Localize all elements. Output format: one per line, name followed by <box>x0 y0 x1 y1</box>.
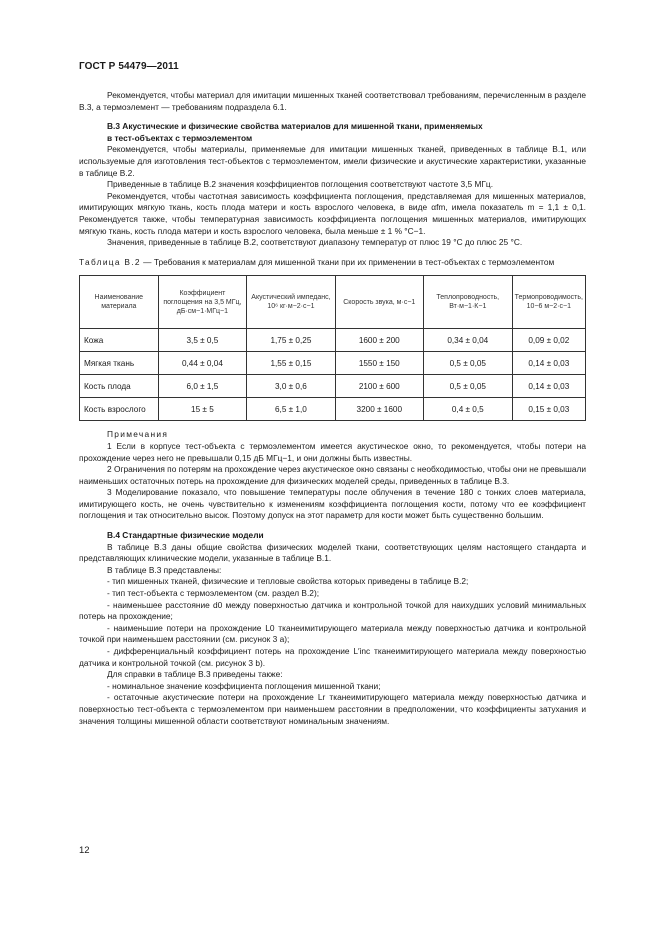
list-item: - дифференциальный коэффициент потерь на прохождение L′inc тканеимитирующего материала между поверхностью датчика и контрольной точкой (см. рисунок 3 b). <box>79 646 586 668</box>
table-cell: 3,5 ± 0,5 <box>158 329 247 352</box>
table-cell: 1,75 ± 0,25 <box>247 329 335 352</box>
table-cell: 0,34 ± 0,04 <box>423 329 512 352</box>
table-cell: 3,0 ± 0,6 <box>247 375 335 398</box>
notes-title: Примечания <box>107 429 169 440</box>
table-cell: 0,4 ± 0,5 <box>423 398 512 421</box>
document-header: ГОСТ Р 54479—2011 <box>79 61 179 72</box>
table-cell: 1,55 ± 0,15 <box>247 352 335 375</box>
table-header-row <box>80 276 586 329</box>
table-cell: Кожа <box>80 329 159 352</box>
table-cell: 0,44 ± 0,04 <box>158 352 247 375</box>
table-row <box>80 375 586 398</box>
section-b3-heading-line2: в тест-объектах с термоэлементом <box>107 132 253 143</box>
table-row <box>80 352 586 375</box>
table-cell: 0,5 ± 0,05 <box>423 352 512 375</box>
table-header-cell: Термопроводимость, 10−6 м−2·с−1 <box>512 276 585 329</box>
table-caption-label: Таблица В.2 <box>79 256 141 267</box>
section-b3-heading-line1: В.3 Акустические и физические свойства материалов для мишенной ткани, применяемых <box>107 121 483 132</box>
table-cell: Мягкая ткань <box>80 352 159 375</box>
table-cell: 3200 ± 1600 <box>335 398 423 421</box>
table-header-cell: Наименование материала <box>80 276 159 329</box>
table-header-cell: Скорость звука, м·с−1 <box>335 276 423 329</box>
table-cell: 1600 ± 200 <box>335 329 423 352</box>
list-item: - остаточные акустические потери на прохождение Lr тканеимитирующего материала между поверхностью датчика и поверхностью тест-объекта с термоэлементом при наименьшем расстоянии в предположении, что коэффициенты затухания и значения толщины мишенной области соответствуют номинальным значениям. <box>79 692 586 726</box>
table-cell: 1550 ± 150 <box>335 352 423 375</box>
section-b3-paragraph-3: Рекомендуется, чтобы частотная зависимость коэффициента поглощения, представляемая для мишенных материалов, имитирующих мягкую ткань, кость плода матери и кость взрослого человека, в виде αfm, имела показатель m = 1,1 ± 0,1. Рекомендуется также, чтобы температурная зависимость коэффициента поглощения мишенных материалов, имитирующих мягкую ткань, кость плода матери и кость взрослого человека, была меньше ± 1 % °С−1. <box>79 190 586 236</box>
section-b4-paragraph-1: В таблице В.3 даны общие свойства физических моделей ткани, соответствующих целям настоящего стандарта и представляющих клинические модели, указанные в таблице В.1. <box>79 541 586 564</box>
table-cell: 2100 ± 600 <box>335 375 423 398</box>
table-row <box>80 329 586 352</box>
document-body <box>79 90 586 727</box>
list-item: - тип тест-объекта с термоэлементом (см. раздел В.2); <box>107 588 320 599</box>
table-cell: 0,15 ± 0,03 <box>512 398 585 421</box>
table-row <box>80 398 586 421</box>
table-header-cell: Теплопроводность, Вт·м−1·К−1 <box>423 276 512 329</box>
section-b4-heading: В.4 Стандартные физические модели <box>107 530 264 541</box>
table-header-cell: Коэффициент поглощения на 3,5 МГц, дБ·см−1·МГц−1 <box>158 276 247 329</box>
table-cell: 0,09 ± 0,02 <box>512 329 585 352</box>
table-cell: 6,0 ± 1,5 <box>158 375 247 398</box>
table-cell: Кость плода <box>80 375 159 398</box>
section-b3-paragraph-1: Рекомендуется, чтобы материалы, применяемые для имитации мишенных тканей, приведенных в таблице В.1, или используемые для изготовления тест-объектов с термоэлементом, имели физические и акустические характеристики, указанные в таблице В.2. <box>79 144 586 178</box>
section-b3-paragraph-4: Значения, приведенные в таблице В.2, соответствуют диапазону температур от плюс 19 °С до плюс 25 °С. <box>107 237 523 248</box>
note-2: 2 Ограничения по потерям на прохождение через акустическое окно связаны с необходимостью, чтобы они не превышали наименьших остаточных потерь на прохождение для физических моделей среды, приведенных в таблице В.3. <box>79 464 586 486</box>
section-b3-paragraph-2: Приведенные в таблице В.2 значения коэффициентов поглощения соответствуют частоте 3,5 МГц. <box>107 179 494 190</box>
table-cell: 0,14 ± 0,03 <box>512 375 585 398</box>
requirements-table <box>79 275 586 421</box>
table-cell: Кость взрослого <box>80 398 159 421</box>
section-b4-paragraph-3: Для справки в таблице В.3 приведены также: <box>107 669 283 680</box>
list-item: - тип мишенных тканей, физические и тепловые свойства которых приведены в таблице В.2; <box>107 576 469 587</box>
table-cell: 0,14 ± 0,03 <box>512 352 585 375</box>
note-1: 1 Если в корпусе тест-объекта с термоэлементом имеется акустическое окно, то рекомендуется, чтобы потери на прохождение через него не превышали 0,15 дБ МГц−1, и они должны быть известны. <box>79 440 586 463</box>
table-caption-text: — Требования к материалам для мишенной ткани при их применении в тест-объектах с термоэлементом <box>140 256 555 267</box>
table-caption <box>79 257 586 269</box>
table-cell: 6,5 ± 1,0 <box>247 398 335 421</box>
page-number: 12 <box>79 845 90 856</box>
note-3: 3 Моделирование показало, что повышение температуры после облучения в течение 180 с тонких слоев материала, имитирующего кость, не очень чувствительно к изменениям коэффициента поглощения кости, потому что ее коэффициент поглощения и так относительно высок. Поэтому допуск на этот параметр для кости может быть существенно большим. <box>79 487 586 521</box>
list-item: - наименьшие потери на прохождение L0 тканеимитирующего материала между поверхностью датчика и контрольной точкой при наименьшем расстоянии (см. рисунок 3 а); <box>79 622 586 645</box>
intro-paragraph: Рекомендуется, чтобы материал для имитации мишенных тканей соответствовал требованиям, перечисленным в разделе В.3, а термоэлемент — требованиям подраздела 6.1. <box>79 90 586 112</box>
section-b4-paragraph-2: В таблице В.3 представлены: <box>107 564 222 575</box>
table-cell: 15 ± 5 <box>158 398 247 421</box>
table-header-cell: Акустический импеданс, 10⁶ кг·м−2·с−1 <box>247 276 335 329</box>
list-item: - наименьшее расстояние d0 между поверхностью датчика и контрольной точкой для наихудших условий минимальных потерь на прохождение; <box>79 599 586 622</box>
list-item: - номинальное значение коэффициента поглощения мишенной ткани; <box>107 680 381 691</box>
table-cell: 0,5 ± 0,05 <box>423 375 512 398</box>
